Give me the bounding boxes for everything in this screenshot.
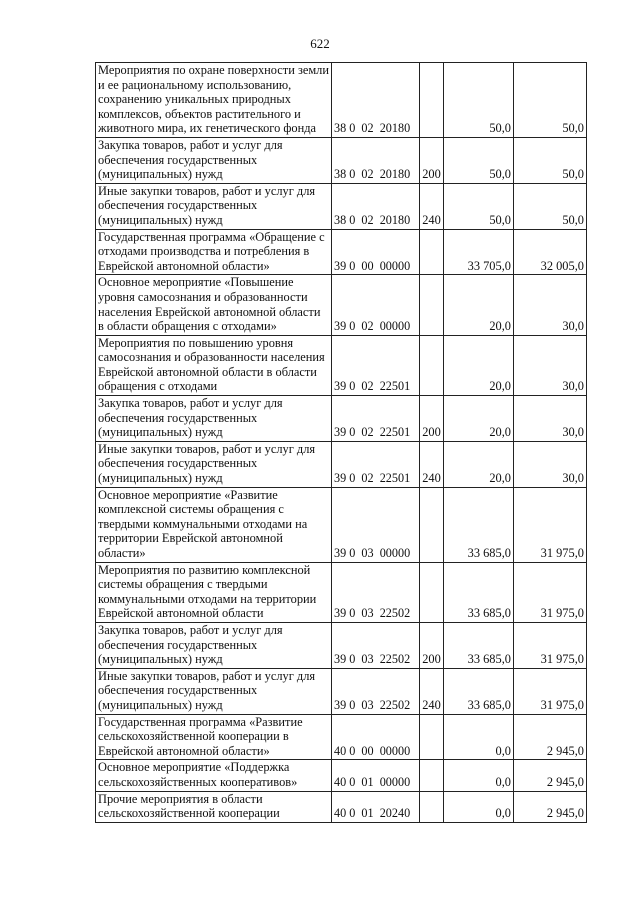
expense-type-cell [420, 335, 444, 395]
expense-type-cell [420, 229, 444, 275]
expense-type-cell [420, 562, 444, 622]
table-row [96, 335, 587, 395]
table-row [96, 487, 587, 562]
row-name-cell: Основное мероприятие «Развитие комплексной системы обращения с твердыми коммунальными отходами на территории Еврейской автономной области» [96, 487, 332, 562]
target-code-cell: 39 0 03 22502 [332, 622, 420, 668]
table-row [96, 714, 587, 760]
amount-year1-cell: 50,0 [444, 183, 514, 229]
amount-year1-cell: 33 685,0 [444, 487, 514, 562]
target-code-cell: 39 0 02 22501 [332, 335, 420, 395]
amount-year2-cell: 50,0 [514, 183, 587, 229]
table-row [96, 229, 587, 275]
amount-year2-cell: 2 945,0 [514, 791, 587, 822]
target-code-cell: 38 0 02 20180 [332, 63, 420, 138]
target-code-cell: 40 0 00 00000 [332, 714, 420, 760]
amount-year2-cell: 32 005,0 [514, 229, 587, 275]
row-name-cell: Основное мероприятие «Поддержка сельскохозяйственных кооперативов» [96, 760, 332, 791]
budget-table [95, 62, 587, 823]
expense-type-cell [420, 63, 444, 138]
target-code-cell: 39 0 03 22502 [332, 668, 420, 714]
expense-type-cell: 240 [420, 183, 444, 229]
table-row [96, 622, 587, 668]
row-name-cell: Иные закупки товаров, работ и услуг для обеспечения государственных (муниципальных) нужд [96, 183, 332, 229]
amount-year2-cell: 2 945,0 [514, 760, 587, 791]
row-name-cell: Государственная программа «Развитие сельскохозяйственной кооперации в Еврейской автономной области» [96, 714, 332, 760]
target-code-cell: 38 0 02 20180 [332, 137, 420, 183]
expense-type-cell [420, 760, 444, 791]
expense-type-cell [420, 275, 444, 335]
amount-year2-cell: 31 975,0 [514, 622, 587, 668]
row-name-cell: Закупка товаров, работ и услуг для обеспечения государственных (муниципальных) нужд [96, 396, 332, 442]
expense-type-cell: 200 [420, 622, 444, 668]
row-name-cell: Мероприятия по развитию комплексной системы обращения с твердыми коммунальными отходами на территории Еврейской автономной области [96, 562, 332, 622]
amount-year1-cell: 33 685,0 [444, 622, 514, 668]
table-row [96, 275, 587, 335]
amount-year2-cell: 30,0 [514, 441, 587, 487]
table-row [96, 63, 587, 138]
amount-year1-cell: 33 705,0 [444, 229, 514, 275]
amount-year1-cell: 50,0 [444, 137, 514, 183]
amount-year1-cell: 50,0 [444, 63, 514, 138]
amount-year1-cell: 20,0 [444, 275, 514, 335]
page-number: 622 [310, 36, 330, 51]
table-row [96, 668, 587, 714]
amount-year2-cell: 2 945,0 [514, 714, 587, 760]
table-row [96, 760, 587, 791]
amount-year2-cell: 31 975,0 [514, 562, 587, 622]
expense-type-cell [420, 487, 444, 562]
amount-year2-cell: 50,0 [514, 137, 587, 183]
amount-year2-cell: 50,0 [514, 63, 587, 138]
expense-type-cell: 240 [420, 668, 444, 714]
target-code-cell: 39 0 02 00000 [332, 275, 420, 335]
expense-type-cell: 240 [420, 441, 444, 487]
table-row [96, 562, 587, 622]
expense-type-cell [420, 714, 444, 760]
amount-year1-cell: 33 685,0 [444, 668, 514, 714]
table-row [96, 183, 587, 229]
target-code-cell: 39 0 02 22501 [332, 441, 420, 487]
amount-year1-cell: 20,0 [444, 396, 514, 442]
target-code-cell: 39 0 00 00000 [332, 229, 420, 275]
target-code-cell: 39 0 03 00000 [332, 487, 420, 562]
amount-year2-cell: 30,0 [514, 275, 587, 335]
target-code-cell: 40 0 01 20240 [332, 791, 420, 822]
row-name-cell: Основное мероприятие «Повышение уровня самосознания и образованности населения Еврейской автономной области в области обращения с отходами» [96, 275, 332, 335]
target-code-cell: 39 0 03 22502 [332, 562, 420, 622]
amount-year2-cell: 30,0 [514, 396, 587, 442]
expense-type-cell: 200 [420, 137, 444, 183]
amount-year1-cell: 20,0 [444, 441, 514, 487]
amount-year2-cell: 30,0 [514, 335, 587, 395]
table-row [96, 137, 587, 183]
row-name-cell: Закупка товаров, работ и услуг для обеспечения государственных (муниципальных) нужд [96, 622, 332, 668]
row-name-cell: Иные закупки товаров, работ и услуг для обеспечения государственных (муниципальных) нужд [96, 668, 332, 714]
row-name-cell: Закупка товаров, работ и услуг для обеспечения государственных (муниципальных) нужд [96, 137, 332, 183]
row-name-cell: Иные закупки товаров, работ и услуг для обеспечения государственных (муниципальных) нужд [96, 441, 332, 487]
amount-year1-cell: 0,0 [444, 714, 514, 760]
target-code-cell: 38 0 02 20180 [332, 183, 420, 229]
table-row [96, 441, 587, 487]
amount-year1-cell: 20,0 [444, 335, 514, 395]
amount-year1-cell: 0,0 [444, 760, 514, 791]
table-row [96, 396, 587, 442]
row-name-cell: Прочие мероприятия в области сельскохозяйственной кооперации [96, 791, 332, 822]
table-row [96, 791, 587, 822]
expense-type-cell [420, 791, 444, 822]
row-name-cell: Государственная программа «Обращение с отходами производства и потребления в Еврейской автономной области» [96, 229, 332, 275]
amount-year2-cell: 31 975,0 [514, 668, 587, 714]
expense-type-cell: 200 [420, 396, 444, 442]
target-code-cell: 40 0 01 00000 [332, 760, 420, 791]
amount-year1-cell: 0,0 [444, 791, 514, 822]
amount-year1-cell: 33 685,0 [444, 562, 514, 622]
amount-year2-cell: 31 975,0 [514, 487, 587, 562]
row-name-cell: Мероприятия по охране поверхности земли и ее рациональному использованию, сохранению уникальных природных комплексов, объектов растительного и животного мира, их генетического фонда [96, 63, 332, 138]
target-code-cell: 39 0 02 22501 [332, 396, 420, 442]
row-name-cell: Мероприятия по повышению уровня самосознания и образованности населения Еврейской автономной области в области обращения с отходами [96, 335, 332, 395]
